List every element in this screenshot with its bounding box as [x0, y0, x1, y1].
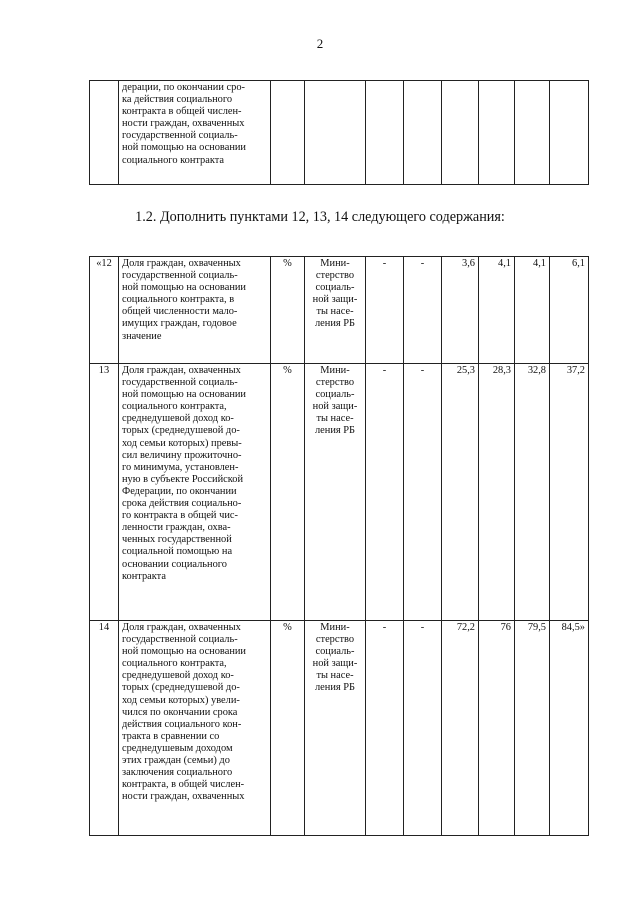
ministry-line: Мини- — [320, 622, 350, 633]
indicator-text-line: заключения социального — [122, 767, 233, 779]
indicator-text-line: имущих граждан, годовое — [122, 318, 237, 330]
ministry-line: социаль- — [315, 389, 355, 401]
indicator-text-line: ченных государственной — [122, 534, 232, 546]
ministry-line: стерство — [315, 634, 355, 646]
indicator-text-line: контракта, в общей числен- — [122, 779, 245, 791]
value-cell: - — [404, 257, 442, 364]
indicator-text-line: ленности граждан, охва- — [122, 522, 231, 534]
value-cell — [366, 81, 404, 185]
ministry-line: ления РБ — [314, 682, 356, 694]
indicator-text-line: дерации, по окончании сро- — [122, 82, 245, 93]
ministry-line: социаль- — [315, 646, 355, 658]
indicator-text-line: ход семьи которых) превы- — [122, 437, 242, 449]
ministry-cell — [305, 81, 366, 185]
table-row — [90, 81, 589, 185]
ministry-cell — [305, 364, 366, 621]
indicator-text-line: срока действия социально- — [122, 498, 242, 510]
value-cell: - — [366, 257, 404, 364]
value-cell — [442, 81, 479, 185]
indicator-text-line: социальной помощью на — [122, 546, 233, 558]
indicator-text-line: основании социального — [122, 558, 227, 570]
section-heading: 1.2. Дополнить пунктами 12, 13, 14 следующего содержания: — [135, 209, 505, 225]
indicator-text-line: ной помощью на основании — [122, 389, 246, 401]
indicator-text-line: го контракта в общей чис- — [122, 510, 238, 522]
indicator-text-line: среднедушевой доход ко- — [122, 413, 234, 425]
indicator-text-line: торых (среднедушевой до- — [122, 682, 240, 694]
ministry-line: Мини- — [320, 258, 350, 269]
unit-cell: % — [271, 257, 305, 364]
value-cell: - — [366, 621, 404, 836]
indicator-text-line: контракта — [122, 570, 166, 582]
value-cell: 25,3 — [442, 364, 479, 621]
indicator-text-line: чился по окончании срока — [122, 706, 238, 718]
row-number-cell: 13 — [90, 364, 119, 621]
value-cell: 6,1 — [550, 257, 589, 364]
value-cell: 4,1 — [479, 257, 515, 364]
ministry-line: ления РБ — [314, 425, 356, 437]
indicator-text-cell — [119, 364, 271, 621]
ministry-line: социаль- — [315, 282, 355, 294]
value-cell: - — [404, 621, 442, 836]
indicator-text-line: Доля граждан, охваченных — [122, 365, 241, 376]
indicator-text-line: социального контракта — [122, 154, 225, 166]
ministry-line: стерство — [315, 270, 355, 282]
indicator-text-cell — [119, 81, 271, 185]
row-number-cell — [90, 81, 119, 185]
indicator-text-line: среднедушевой доход ко- — [122, 670, 234, 682]
value-cell — [515, 81, 550, 185]
indicator-text-line: сил величину прожиточно- — [122, 449, 242, 461]
page-number: 2 — [316, 36, 324, 51]
value-cell: 28,3 — [479, 364, 515, 621]
value-cell: 79,5 — [515, 621, 550, 836]
indicator-text-line: ную в субъекте Российской — [122, 473, 244, 485]
value-cell: 32,8 — [515, 364, 550, 621]
indicator-text-line: значение — [122, 330, 162, 342]
unit-cell: % — [271, 364, 305, 621]
ministry-line: ления РБ — [314, 318, 356, 330]
indicator-text-line: торых (среднедушевой до- — [122, 425, 240, 437]
indicator-text-line: государственной социаль- — [122, 377, 238, 389]
ministry-line: ты насе- — [316, 306, 354, 318]
value-cell: 3,6 — [442, 257, 479, 364]
indicator-text-line: этих граждан (семьи) до — [122, 755, 230, 767]
indicator-text-line: государственной социаль- — [122, 130, 238, 142]
continuation-table — [89, 80, 589, 185]
ministry-line: ты насе- — [316, 413, 354, 425]
value-cell: - — [404, 364, 442, 621]
indicator-text-line: ной помощью на основании — [122, 142, 246, 154]
value-cell: - — [366, 364, 404, 621]
indicator-text-line: ход семьи которых) увели- — [122, 694, 240, 706]
value-cell: 84,5» — [550, 621, 589, 836]
ministry-line: ной защи- — [312, 658, 358, 670]
indicator-text-line: общей численности мало- — [122, 306, 238, 318]
unit-cell — [271, 81, 305, 185]
indicator-text-line: среднедушевым доходом — [122, 742, 233, 754]
indicator-text-line: ной помощью на основании — [122, 282, 246, 294]
ministry-cell — [305, 257, 366, 364]
row-number-cell: «12 — [90, 257, 119, 364]
indicator-text-line: государственной социаль- — [122, 270, 238, 282]
indicator-text-line: ка действия социального — [122, 94, 233, 106]
value-cell: 4,1 — [515, 257, 550, 364]
table-row — [90, 621, 589, 836]
value-cell — [404, 81, 442, 185]
value-cell — [479, 81, 515, 185]
row-number-cell: 14 — [90, 621, 119, 836]
indicator-text-line: ности граждан, охваченных — [122, 118, 245, 130]
indicator-text-line: ной помощью на основании — [122, 646, 246, 658]
indicator-text-line: социального контракта, — [122, 401, 227, 413]
indicator-text-line: ности граждан, охваченных — [122, 791, 245, 803]
indicators-table — [89, 256, 589, 836]
ministry-line: ной защи- — [312, 294, 358, 306]
ministry-line: ной защи- — [312, 401, 358, 413]
indicator-text-cell — [119, 257, 271, 364]
indicator-text-line: социального контракта, в — [122, 294, 235, 306]
indicator-text-line: Доля граждан, охваченных — [122, 622, 241, 633]
indicator-text-line: государственной социаль- — [122, 634, 238, 646]
indicator-text-cell — [119, 621, 271, 836]
unit-cell: % — [271, 621, 305, 836]
ministry-line: Мини- — [320, 365, 350, 376]
table-row — [90, 364, 589, 621]
indicator-text-line: контракта в общей числен- — [122, 106, 242, 118]
indicator-text-line: го минимума, установлен- — [122, 461, 239, 473]
table-row — [90, 257, 589, 364]
indicator-text-line: Федерации, по окончании — [122, 485, 237, 497]
indicator-text-line: Доля граждан, охваченных — [122, 258, 241, 269]
ministry-cell — [305, 621, 366, 836]
indicator-text-line: тракта в сравнении со — [122, 730, 220, 742]
indicator-text-line: действия социального кон- — [122, 718, 242, 730]
indicator-text-line: социального контракта, — [122, 658, 227, 670]
value-cell: 72,2 — [442, 621, 479, 836]
value-cell — [550, 81, 589, 185]
value-cell: 76 — [479, 621, 515, 836]
ministry-line: стерство — [315, 377, 355, 389]
value-cell: 37,2 — [550, 364, 589, 621]
ministry-line: ты насе- — [316, 670, 354, 682]
